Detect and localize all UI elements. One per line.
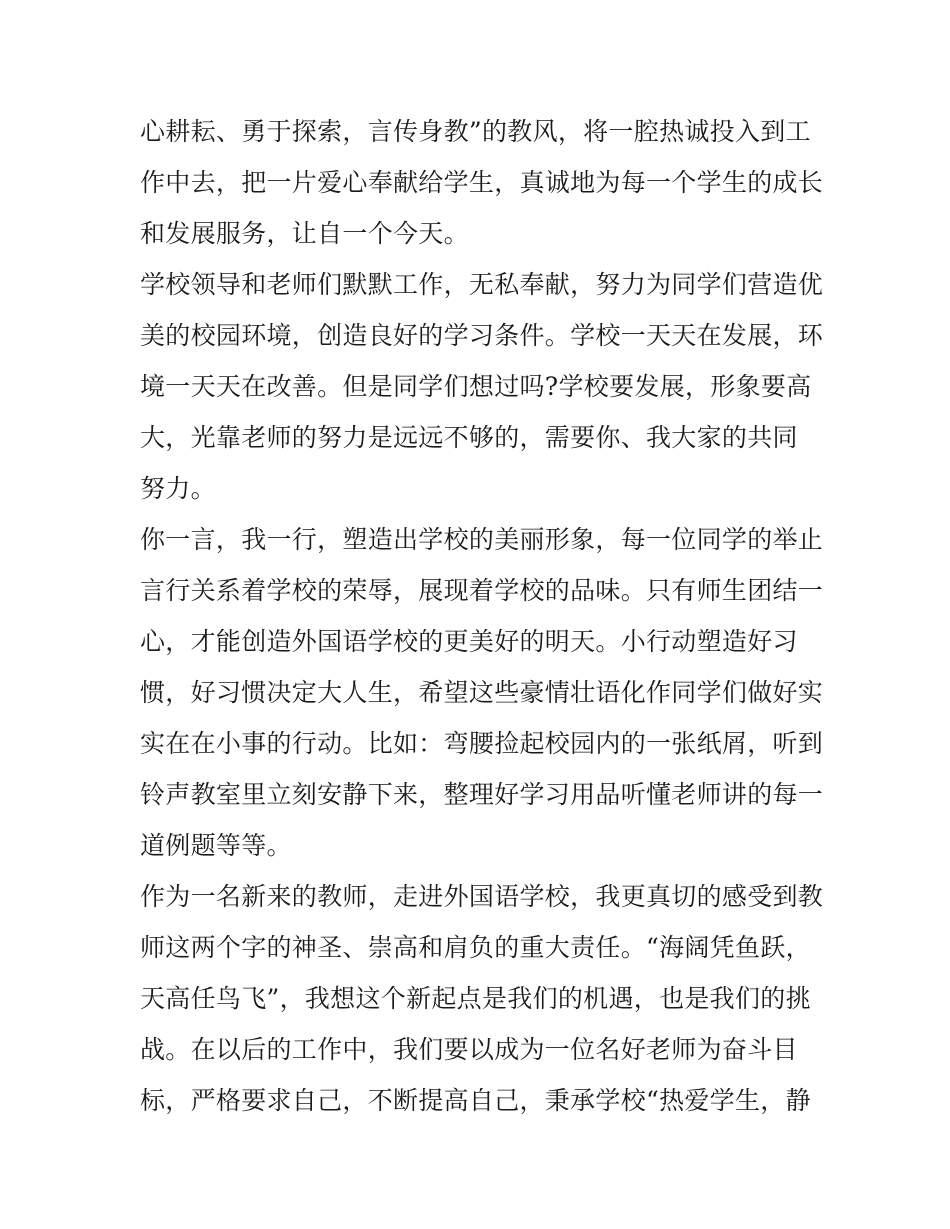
text-line: 美的校园环境，创造良好的学习条件。学校一天天在发展，环: [140, 321, 824, 350]
text-line: 作为一名新来的教师，走进外国语学校，我更真切的感受到教: [140, 882, 824, 911]
text-line: 师这两个字的神圣、崇高和肩负的重大责任。“海阔凭鱼跃，: [140, 933, 811, 962]
text-line: 战。在以后的工作中，我们要以成为一位名好老师为奋斗目: [140, 1035, 798, 1064]
text-line: 境一天天在改善。但是同学们想过吗?学校要发展，形象要高: [140, 372, 812, 401]
paragraph-2: [140, 259, 824, 514]
text-line: 学校领导和老师们默默工作，无私奉献，努力为同学们营造优: [140, 270, 824, 299]
text-line: 言行关系着学校的荣辱，展现着学校的品味。只有师生团结一: [140, 576, 824, 605]
text-line: 作中去，把一片爱心奉献给学生，真诚地为每一个学生的成长: [140, 168, 824, 197]
text-line: 惯，好习惯决定大人生，希望这些豪情壮语化作同学们做好实: [140, 678, 824, 707]
document-body: [140, 106, 824, 1126]
paragraph-4: [140, 871, 824, 1126]
text-line: 你一言，我一行，塑造出学校的美丽形象，每一位同学的举止: [140, 525, 824, 554]
text-line: 实在在小事的行动。比如：弯腰捡起校园内的一张纸屑，听到: [140, 729, 824, 758]
text-line: 心耕耘、勇于探索，言传身教”的教风，将一腔热诚投入到工: [140, 117, 811, 146]
paragraph-3: [140, 514, 824, 871]
text-line: 心，才能创造外国语学校的更美好的明天。小行动塑造好习: [140, 627, 798, 656]
text-line: 道例题等等。: [140, 831, 292, 860]
paragraph-1: [140, 106, 824, 259]
text-line: 大，光靠老师的努力是远远不够的，需要你、我大家的共同: [140, 423, 798, 452]
text-line: 努力。: [140, 474, 216, 503]
text-line: 标，严格要求自己，不断提高自己，秉承学校“热爱学生，静: [140, 1086, 811, 1115]
text-line: 天高任鸟飞”，我想这个新起点是我们的机遇，也是我们的挑: [140, 984, 811, 1013]
text-line: 铃声教室里立刻安静下来，整理好学习用品听懂老师讲的每一: [140, 780, 824, 809]
text-line: 和发展服务，让自一个今天。: [140, 219, 469, 248]
